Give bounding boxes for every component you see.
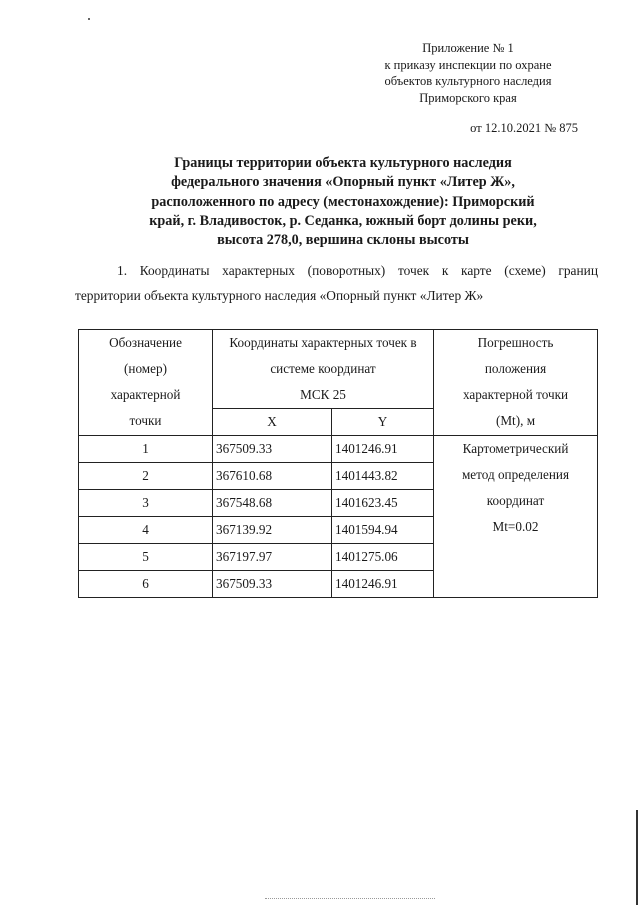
header-text: Координаты характерных точек в	[229, 335, 417, 350]
cell-x: 367197.97	[213, 544, 332, 571]
appendix-line: к приказу инспекции по охране	[384, 57, 552, 72]
cell-y: 1401594.94	[332, 517, 434, 544]
header-text: (Mt), м	[495, 413, 536, 428]
cell-point-number: 5	[79, 544, 213, 571]
section-paragraph	[75, 258, 598, 308]
cell-point-number: 3	[79, 490, 213, 517]
cell-y: 1401246.91	[332, 571, 434, 598]
title-line: расположенного по адресу (местонахождение): Приморский	[151, 193, 535, 210]
header-text: Обозначение	[109, 335, 182, 350]
title-line: высота 278,0, вершина склоны высоты	[217, 232, 469, 249]
header-point-designation	[79, 330, 213, 436]
header-coordinates	[213, 330, 434, 409]
table-row	[79, 436, 598, 463]
header-text: (номер)	[124, 361, 167, 376]
order-reference: от 12.10.2021 № 875	[470, 121, 578, 135]
accuracy-text: Картометрический	[462, 441, 569, 456]
paragraph-line: территории объекта культурного наследия «Опорный пункт «Литер Ж»	[75, 288, 484, 303]
header-text: точки	[129, 413, 162, 428]
scan-dotted-line	[265, 898, 435, 899]
header-text: характерной	[110, 387, 181, 402]
cell-y: 1401246.91	[332, 436, 434, 463]
scan-edge-line	[636, 810, 638, 905]
header-text: Погрешность	[477, 335, 554, 350]
scan-speck	[88, 18, 90, 20]
header-accuracy	[434, 330, 598, 436]
header-text: МСК 25	[300, 387, 346, 402]
title-line: федерального значения «Опорный пункт «Литер Ж»,	[171, 174, 515, 191]
paragraph-line: 1. Координаты характерных (поворотных) точек к карте (схеме) границ	[117, 263, 598, 278]
cell-point-number: 2	[79, 463, 213, 490]
cell-y: 1401623.45	[332, 490, 434, 517]
header-text: системе координат	[270, 361, 376, 376]
appendix-line: объектов культурного наследия	[384, 74, 552, 88]
appendix-line: Приложение № 1	[422, 41, 514, 55]
header-text: характерной точки	[462, 387, 569, 402]
accuracy-text: Mt=0.02	[492, 519, 539, 534]
cell-x: 367610.68	[213, 463, 332, 490]
document-title	[100, 154, 586, 250]
cell-y: 1401443.82	[332, 463, 434, 490]
coordinates-table	[78, 329, 598, 598]
cell-x: 367509.33	[213, 436, 332, 463]
cell-point-number: 1	[79, 436, 213, 463]
table-header-row	[79, 330, 598, 409]
cell-point-number: 4	[79, 517, 213, 544]
cell-x: 367139.92	[213, 517, 332, 544]
cell-x: 367548.68	[213, 490, 332, 517]
appendix-header	[358, 40, 578, 106]
header-text: положения	[484, 361, 547, 376]
accuracy-text: метод определения	[461, 467, 570, 482]
title-line: Границы территории объекта культурного наследия	[174, 155, 512, 171]
cell-y: 1401275.06	[332, 544, 434, 571]
header-y: Y	[332, 409, 434, 436]
accuracy-text: координат	[486, 493, 545, 508]
title-line: край, г. Владивосток, р. Седанка, южный борт долины реки,	[149, 212, 537, 229]
appendix-line: Приморского края	[419, 90, 517, 105]
cell-accuracy	[434, 436, 598, 598]
header-x: X	[213, 409, 332, 436]
cell-point-number: 6	[79, 571, 213, 598]
cell-x: 367509.33	[213, 571, 332, 598]
